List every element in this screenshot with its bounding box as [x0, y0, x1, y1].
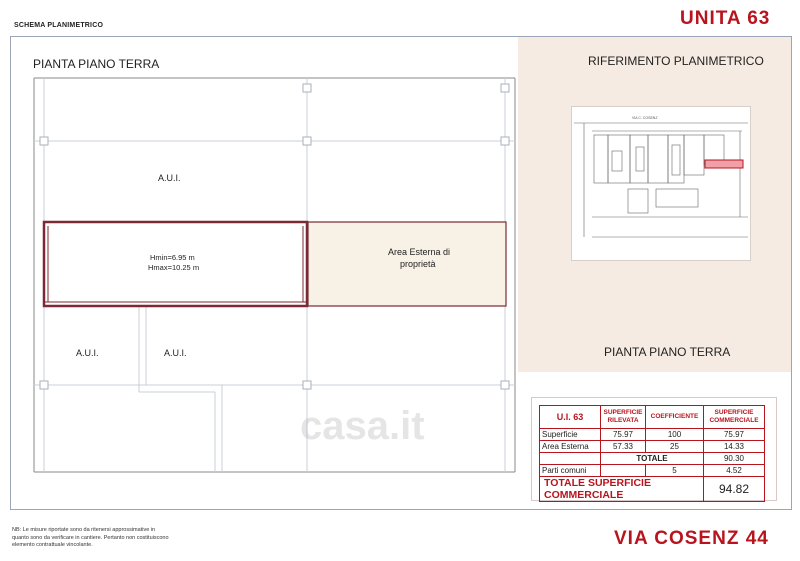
disclaimer-note: NB: Le misure riportate sono da ritenersi approssimative in quanto sono da verificare in cantiere. Pertanto non costituiscono elemento contrattuale vincolante.	[12, 527, 169, 548]
row-commercial: 75.97	[704, 429, 765, 441]
grand-total-label: TOTALE SUPERFICIE COMMERCIALE	[540, 477, 704, 502]
surface-table	[539, 405, 765, 502]
plan-title: PIANTA PIANO TERRA	[33, 57, 160, 71]
row-coefficient: 5	[646, 465, 704, 477]
reference-title: RIFERIMENTO PLANIMETRICO	[588, 54, 764, 68]
header-label: SCHEMA PLANIMETRICO	[14, 22, 104, 29]
totale-label: TOTALE	[601, 453, 704, 465]
row-commercial: 14.33	[704, 441, 765, 453]
row-label: Parti comuni	[540, 465, 601, 477]
watermark: casa.it	[300, 404, 425, 448]
grand-total-row	[540, 477, 765, 502]
row-coefficient: 25	[646, 441, 704, 453]
table-row-parti-comuni	[540, 465, 765, 477]
grand-total-value: 94.82	[704, 477, 765, 502]
table-header-coefficient: COEFFICIENTE	[646, 406, 704, 429]
hmax-label: Hmax=10.25 m	[148, 263, 200, 272]
table-header-commercial: SUPERFICIE COMMERCIALE	[704, 406, 765, 429]
table-header-surface: SUPERFICIE RILEVATA	[601, 406, 646, 429]
aui-label-top: A.U.I.	[158, 173, 181, 183]
address-title: VIA COSENZ 44	[614, 528, 769, 549]
row-commercial: 4.52	[704, 465, 765, 477]
table-row-totale	[540, 453, 765, 465]
table-row	[540, 429, 765, 441]
totale-value: 90.30	[704, 453, 765, 465]
row-surface: 57.33	[601, 441, 646, 453]
aui-label-bottom-mid: A.U.I.	[164, 348, 187, 358]
row-surface: 75.97	[601, 429, 646, 441]
external-area-label-1: Area Esterna di	[388, 247, 451, 257]
row-coefficient: 100	[646, 429, 704, 441]
aui-label-bottom-left: A.U.I.	[76, 348, 99, 358]
table-row	[540, 441, 765, 453]
reference-map-drawing	[572, 107, 750, 260]
external-area-label-2: proprietà	[400, 259, 436, 269]
row-label: Area Esterna	[540, 441, 601, 453]
reference-map	[571, 106, 751, 261]
reference-floor-title: PIANTA PIANO TERRA	[604, 345, 731, 359]
table-header-unit: U.I. 63	[540, 406, 601, 429]
row-label: Superficie	[540, 429, 601, 441]
street-label: VIA C. COSENZ	[632, 116, 658, 120]
hmin-label: Hmin=6.95 m	[150, 253, 195, 262]
unit-title: UNITA 63	[680, 8, 771, 29]
